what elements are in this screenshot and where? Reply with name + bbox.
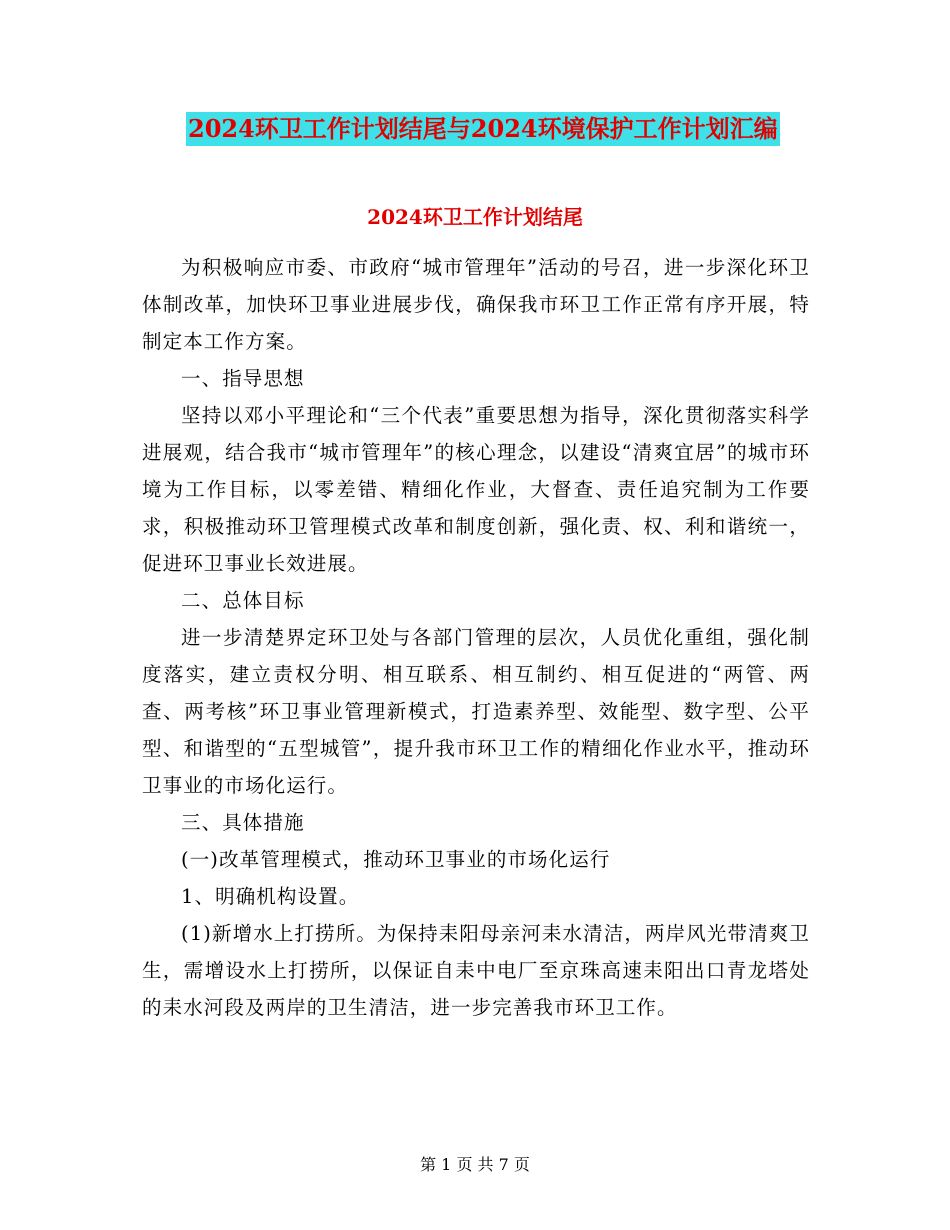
- heading-overall-goal: 二、总体目标: [181, 589, 305, 612]
- document-body: [142, 249, 810, 1026]
- paragraph-overall-goal: 进一步清楚界定环卫处与各部门管理的层次，人员优化重组，强化制度落实，建立责权分明、相互联系、相互制约、相互促进的“两管、两查、两考核”环卫事业管理新模式，打造素养型、效能型、数字型、公平型、和谐型的“五型城管”，提升我市环卫工作的精细化作业水平，推动环卫事业的市场化运行。: [142, 626, 810, 797]
- subheading-reform-management: (一)改革管理模式，推动环卫事业的市场化运行: [181, 848, 611, 871]
- paragraph-water-salvage: (1)新增水上打捞所。为保持耒阳母亲河耒水清洁，两岸风光带清爽卫生，需增设水上打捞所，以保证自耒中电厂至京珠高速耒阳出口青龙塔处的耒水河段及两岸的卫生清洁，进一步完善我市环卫工作。: [142, 922, 810, 1019]
- heading-specific-measures: 三、具体措施: [181, 811, 305, 834]
- document-main-title: 2024环卫工作计划结尾与2024环境保护工作计划汇编: [186, 112, 780, 146]
- page-footer: 第 1 页 共 7 页: [420, 1155, 530, 1174]
- paragraph-guiding-ideology: 坚持以邓小平理论和“三个代表”重要思想为指导，深化贯彻落实科学进展观，结合我市“城市管理年”的核心理念，以建设“清爽宜居”的城市环境为工作目标，以零差错、精细化作业，大督查、责任追究制为工作要求，积极推动环卫管理模式改革和制度创新，强化责、权、利和谐统一，促进环卫事业长效进展。: [142, 404, 810, 575]
- item-clarify-institutions: 1、明确机构设置。: [181, 885, 360, 908]
- heading-guiding-ideology: 一、指导思想: [181, 367, 305, 390]
- paragraph-intro: 为积极响应市委、市政府“城市管理年”活动的号召，进一步深化环卫体制改革，加快环卫事业进展步伐，确保我市环卫工作正常有序开展，特制定本工作方案。: [142, 256, 810, 353]
- section-title: 2024环卫工作计划结尾: [367, 205, 583, 229]
